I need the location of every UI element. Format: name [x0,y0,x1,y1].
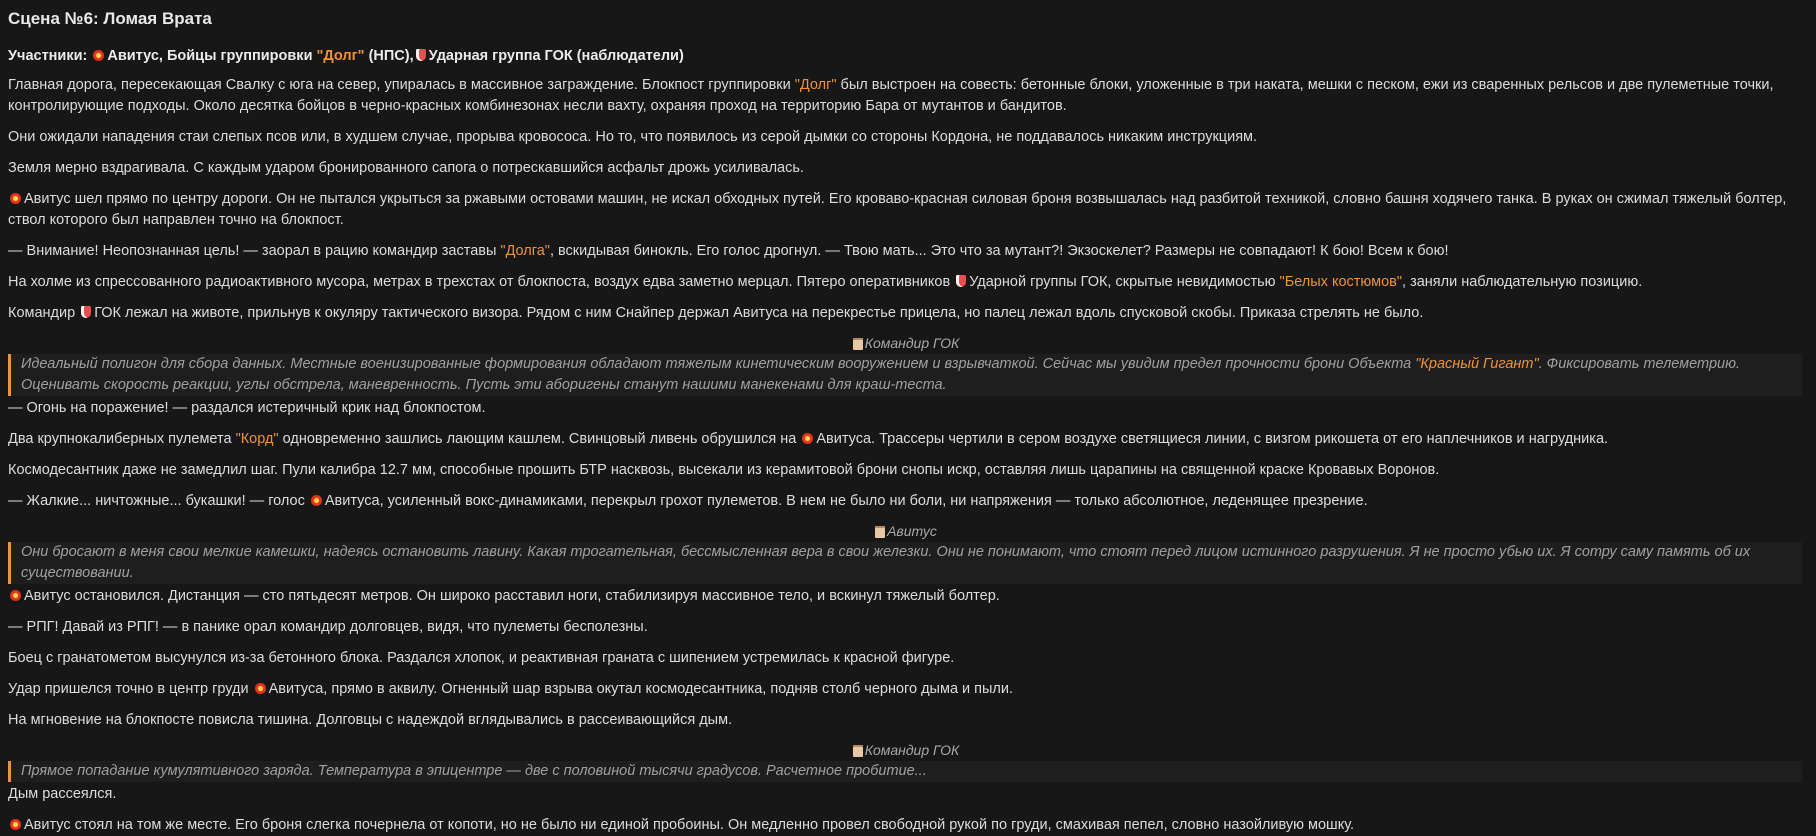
shield-icon [416,49,426,61]
scroll-icon [853,745,863,757]
paragraph: Удар пришелся точно в центр груди Авитуса, прямо в аквилу. Огненный шар взрыва окутал космодесантника, подняв столб черного дыма и пыли. [8,681,1014,697]
red-burst-icon [311,495,322,506]
scene-title: Сцена №6: Ломая Врата [8,9,212,28]
thought-block: Они бросают в меня свои мелкие камешки, надеясь остановить лавину. Какая трогательная, бессмысленная вера в свои железки. Они не понимают, что стоят перед лицом истинного разрушения. Я не просто убью их. Я сотру саму память об их существовании. [8,542,1802,584]
participants-line [8,46,1802,67]
red-burst-icon [10,193,21,204]
paragraph: Авитус остановился. Дистанция — сто пятьдесят метров. Он широко расставил ноги, стабилизируя массивное тело, и вскинул тяжелый болтер. [8,586,1802,607]
shield-icon [81,306,91,318]
scroll-icon [853,338,863,350]
scroll-icon [875,526,885,538]
paragraph: На холме из спрессованного радиоактивного мусора, метрах в трехстах от блокпоста, воздух едва заметно мерцал. Пятеро оперативников Ударной группы ГОК, скрытые невидимостью "Белых костюмов", заняли наблюдательную позицию. [8,274,1643,290]
faction-duty: "Долг" [316,48,365,64]
participant-avitus: Авитус, Бойцы группировки [107,48,313,64]
participant-npc-tag: (НПС), [368,48,414,64]
speaker-label: Командир ГОК [8,334,1802,353]
paragraph: Боец с гранатометом высунулся из-за бетонного блока. Раздался хлопок, и реактивная граната с шипением устремилась к красной фигуре. [8,650,955,666]
highlight-white-suits: "Белых костюмов" [1279,274,1403,290]
paragraph: Дым рассеялся. [8,786,117,802]
paragraph: Два крупнокалиберных пулемета "Корд" одновременно зашлись лающим кашлем. Свинцовый ливень обрушился на Авитуса. Трассеры чертили в сером воздухе светящиеся линии, с визгом рикошета от его наплечников и нагрудника. [8,431,1609,447]
paragraph: Они ожидали нападения стаи слепых псов или, в худшем случае, прорыва кровососа. Но то, что появилось из серой дымки со стороны Кордона, не поддавалось никаким инструкциям. [8,129,1258,145]
highlight-red-giant: "Красный Гигант" [1415,356,1539,372]
highlight-kord: "Корд" [235,431,279,447]
speaker-label: Авитус [8,522,1802,541]
speaker-label: Командир ГОК [8,741,1802,760]
red-burst-icon [802,433,813,444]
participants-label: Участники: [8,48,88,64]
paragraph: Авитус стоял на том же месте. Его броня слегка почернела от копоти, но не было ни единой пробоины. Он медленно провел свободной рукой по груди, смахивая пепел, словно назойливую мошку. [8,815,1802,836]
paragraph: — Огонь на поражение! — раздался истеричный крик над блокпостом. [8,400,486,416]
paragraph: На мгновение на блокпосте повисла тишина. Долговцы с надеждой вглядывались в рассеивающийся дым. [8,712,733,728]
paragraph: — Внимание! Неопознанная цель! — заорал в рацию командир заставы "Долга", вскидывая бинокль. Его голос дрогнул. — Твою мать... Это что за мутант?! Экзоскелет? Размеры не совпадают! К бою! Всем к бою! [8,243,1449,259]
red-burst-icon [255,683,266,694]
red-burst-icon [10,590,21,601]
thought-block: Идеальный полигон для сбора данных. Местные военизированные формирования обладают тяжелым кинетическим вооружением и взрывчаткой. Сейчас мы увидим предел прочности брони Объекта "Красный Гигант". Фиксировать телеметрию. Оценивать скорость реакции, углы обстрела, маневренность. Пусть эти аборигены станут нашими манекенами для краш-теста. [8,354,1802,396]
paragraph: — РПГ! Давай из РПГ! — в панике орал командир долговцев, видя, что пулеметы бесполезны. [8,619,648,635]
shield-icon [956,275,966,287]
paragraph: Авитус шел прямо по центру дороги. Он не пытался укрыться за ржавыми остовами машин, не искал обходных путей. Его кроваво-красная силовая броня возвышалась над разбитой техникой, словно башня ходячего танка. В руках он сжимал тяжелый болтер, ствол которого был направлен точно на блокпост. [8,191,1787,228]
paragraph: Командир ГОК лежал на животе, прильнув к окуляру тактического визора. Рядом с ним Снайпер держал Авитуса на перекрестье прицела, но палец лежал вдоль спусковой скобы. Приказа стрелять не было. [8,305,1424,321]
faction-duty: "Долг" [794,77,837,93]
red-burst-icon [10,819,21,830]
thought-block: Прямое попадание кумулятивного заряда. Температура в эпицентре — две с половиной тысячи градусов. Расчетное пробитие... [8,761,1802,782]
red-burst-icon [93,50,104,61]
paragraph: Земля мерно вздрагивала. С каждым ударом бронированного сапога о потрескавшийся асфальт дрожь усиливалась. [8,160,804,176]
faction-duty: "Долга" [500,243,550,259]
paragraph: Главная дорога, пересекающая Свалку с юга на север, упиралась в массивное заграждение. Блокпост группировки "Долг" был выстроен на совесть: бетонные блоки, уложенные в три наката, мешки с песком, ежи из сваренных рельсов и две пулеметные точки, контролирующие подходы. Около десятка бойцов в черно-красных комбинезонах несли вахту, охраняя проход на территорию Бара от мутантов и бандитов. [8,77,1774,114]
paragraph: — Жалкие... ничтожные... букашки! — голос Авитуса, усиленный вокс-динамиками, перекрыл грохот пулеметов. В нем не было ни боли, ни напряжения — только абсолютное, леденящее презрение. [8,493,1368,509]
participant-gok: Ударная группа ГОК (наблюдатели) [428,48,684,64]
paragraph: Космодесантник даже не замедлил шаг. Пули калибра 12.7 мм, способные прошить БТР насквозь, высекали из керамитовой брони снопы искр, оставляя лишь царапины на священной краске Кровавых Воронов. [8,462,1440,478]
